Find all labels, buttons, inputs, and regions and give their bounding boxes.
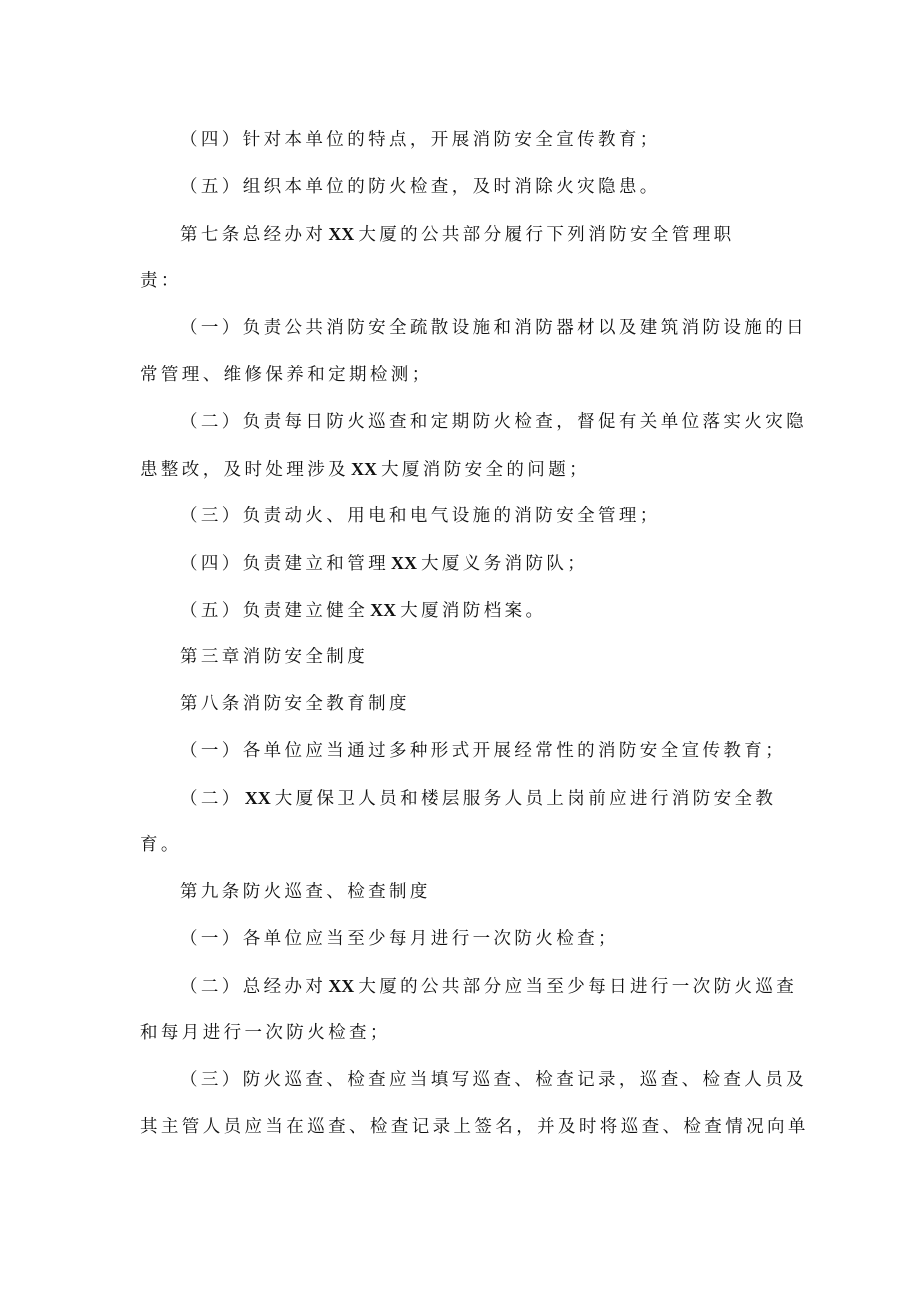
article-heading xyxy=(140,869,785,916)
bold-text-run: XX xyxy=(244,788,271,808)
text-run: （二） xyxy=(180,789,243,809)
bold-text-run: XX xyxy=(351,459,377,479)
paragraph-line xyxy=(140,258,785,305)
text-run: （一）负责公共消防安全疏散设施和消防器材以及建筑消防设施的日 xyxy=(180,318,807,338)
text-run: 大厦的公共部分履行下列消防安全管理职 xyxy=(358,225,735,245)
text-run: 和每月进行一次防火检查； xyxy=(140,1023,391,1043)
paragraph-line xyxy=(140,916,785,963)
text-run: 责： xyxy=(140,271,182,291)
text-run: （三）防火巡查、检查应当填写巡查、检查记录，巡查、检查人员及 xyxy=(180,1070,807,1090)
text-run: 其主管人员应当在巡查、检查记录上签名，并及时将巡查、检查情况向单 xyxy=(140,1117,809,1137)
text-run: 大厦保卫人员和楼层服务人员上岗前应进行消防安全教 xyxy=(274,789,777,809)
text-run: （五）负责建立健全 xyxy=(180,601,369,621)
paragraph-line xyxy=(140,211,785,258)
paragraph-line xyxy=(140,164,785,211)
text-run: 第七条总经办对 xyxy=(180,225,327,245)
article-heading xyxy=(140,681,785,728)
text-run: 大厦消防档案。 xyxy=(400,601,547,621)
text-run: （二）总经办对 xyxy=(180,977,327,997)
paragraph-line xyxy=(140,775,785,822)
paragraph-line xyxy=(140,587,785,634)
paragraph-line xyxy=(140,117,785,164)
paragraph-line xyxy=(140,446,785,493)
paragraph-line xyxy=(140,399,807,446)
paragraph-line xyxy=(140,728,785,775)
text-run: （二）负责每日防火巡查和定期防火检查，督促有关单位落实火灾隐 xyxy=(180,412,807,432)
text-run: 第八条消防安全教育制度 xyxy=(180,694,410,714)
text-run: 常管理、维修保养和定期检测； xyxy=(140,365,433,385)
paragraph-line xyxy=(140,540,785,587)
bold-text-run: XX xyxy=(370,600,397,620)
text-run: （三）负责动火、用电和电气设施的消防安全管理； xyxy=(180,506,661,526)
document-body xyxy=(140,117,809,1151)
paragraph-line xyxy=(140,963,798,1010)
paragraph-line xyxy=(140,305,807,352)
text-run: （一）各单位应当通过多种形式开展经常性的消防安全宣传教育； xyxy=(180,741,787,761)
text-run: 第三章消防安全制度 xyxy=(180,647,369,667)
text-run: （一）各单位应当至少每月进行一次防火检查； xyxy=(180,929,619,949)
paragraph-line xyxy=(140,1010,785,1057)
text-run: 大厦义务消防队； xyxy=(421,554,589,574)
paragraph-line xyxy=(140,493,785,540)
text-run: 育。 xyxy=(140,835,182,855)
text-run: 大厦消防安全的问题； xyxy=(381,460,590,480)
bold-text-run: XX xyxy=(328,976,355,996)
paragraph-line xyxy=(140,1057,807,1104)
text-run: （四）针对本单位的特点，开展消防安全宣传教育； xyxy=(180,130,661,150)
text-run: （五）组织本单位的防火检查，及时消除火灾隐患。 xyxy=(180,177,661,197)
text-run: （四）负责建立和管理 xyxy=(180,554,389,574)
paragraph-line xyxy=(140,352,785,399)
text-run: 大厦的公共部分应当至少每日进行一次防火巡查 xyxy=(358,977,798,997)
text-run: 患整改，及时处理涉及 xyxy=(140,460,349,480)
bold-text-run: XX xyxy=(391,553,417,573)
chapter-heading xyxy=(140,634,785,681)
text-run: 第九条防火巡查、检查制度 xyxy=(180,882,431,902)
paragraph-line xyxy=(140,1104,809,1151)
bold-text-run: XX xyxy=(328,224,355,244)
paragraph-line xyxy=(140,822,785,869)
